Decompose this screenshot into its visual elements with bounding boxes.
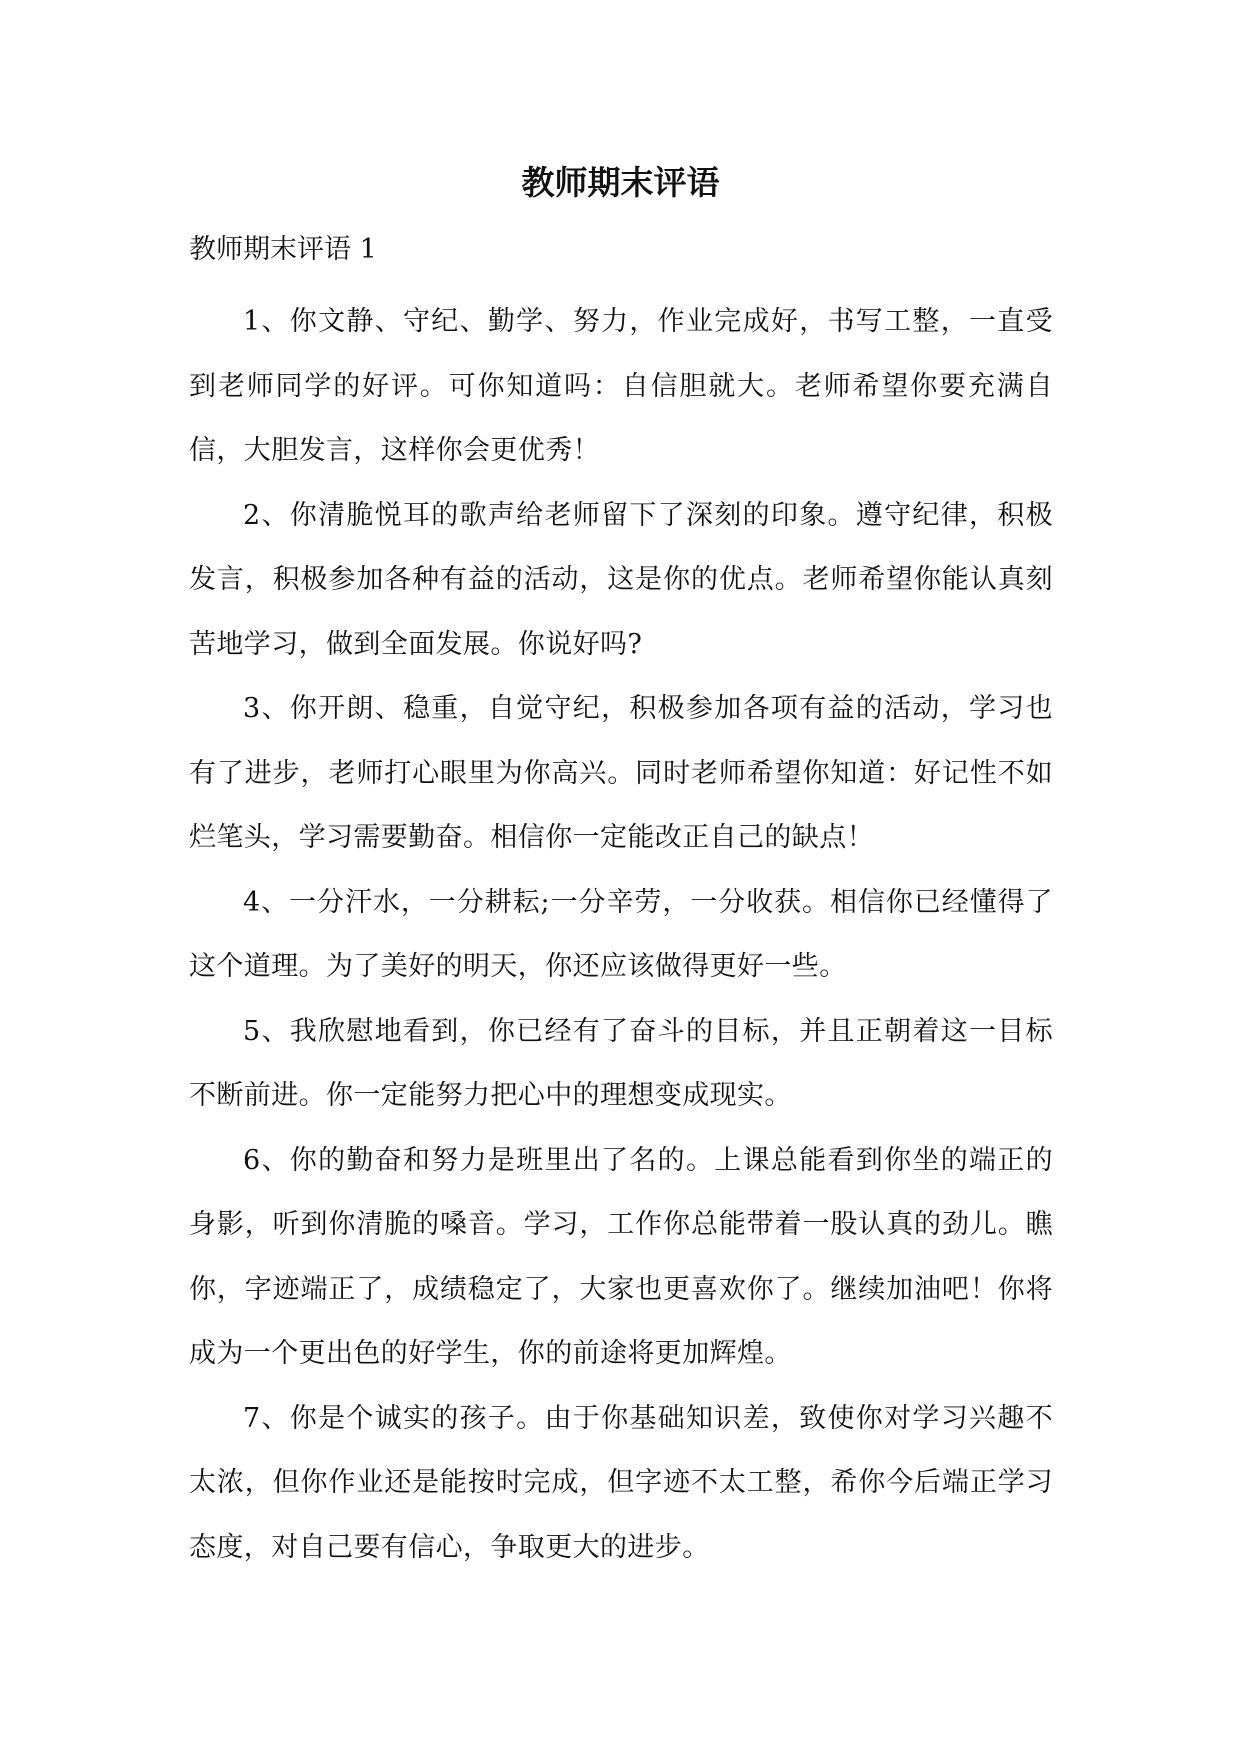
comment-paragraph: 4、一分汗水，一分耕耘;一分辛劳，一分收获。相信你已经懂得了这个道理。为了美好的明天，你还应该做得更好一些。: [189, 886, 1053, 982]
comment-paragraph: 3、你开朗、稳重，自觉守纪，积极参加各项有益的活动，学习也有了进步，老师打心眼里为你高兴。同时老师希望你知道：好记性不如烂笔头，学习需要勤奋。相信你一定能改正自己的缺点！: [189, 693, 1053, 853]
comment-paragraph: 5、我欣慰地看到，你已经有了奋斗的目标，并且正朝着这一目标不断前进。你一定能努力把心中的理想变成现实。: [189, 1015, 1053, 1111]
section-heading: 教师期末评语 1: [189, 234, 377, 265]
comment-paragraph: 1、你文静、守纪、勤学、努力，作业完成好，书写工整，一直受到老师同学的好评。可你知道吗：自信胆就大。老师希望你要充满自信，大胆发言，这样你会更优秀！: [189, 306, 1053, 466]
comment-paragraph: 6、你的勤奋和努力是班里出了名的。上课总能看到你坐的端正的身影，听到你清脆的嗓音。学习，工作你总能带着一股认真的劲儿。瞧你，字迹端正了，成绩稳定了，大家也更喜欢你了。继续加油吧！你将成为一个更出色的好学生，你的前途将更加辉煌。: [189, 1144, 1053, 1369]
comment-paragraph: 7、你是个诚实的孩子。由于你基础知识差，致使你对学习兴趣不太浓，但你作业还是能按时完成，但字迹不太工整，希你今后端正学习态度，对自己要有信心，争取更大的进步。: [189, 1402, 1053, 1563]
comments-list: [189, 290, 1053, 1580]
comment-paragraph: 2、你清脆悦耳的歌声给老师留下了深刻的印象。遵守纪律，积极发言，积极参加各种有益的活动，这是你的优点。老师希望你能认真刻苦地学习，做到全面发展。你说好吗?: [189, 499, 1053, 660]
document-title: 教师期末评语: [521, 163, 720, 202]
